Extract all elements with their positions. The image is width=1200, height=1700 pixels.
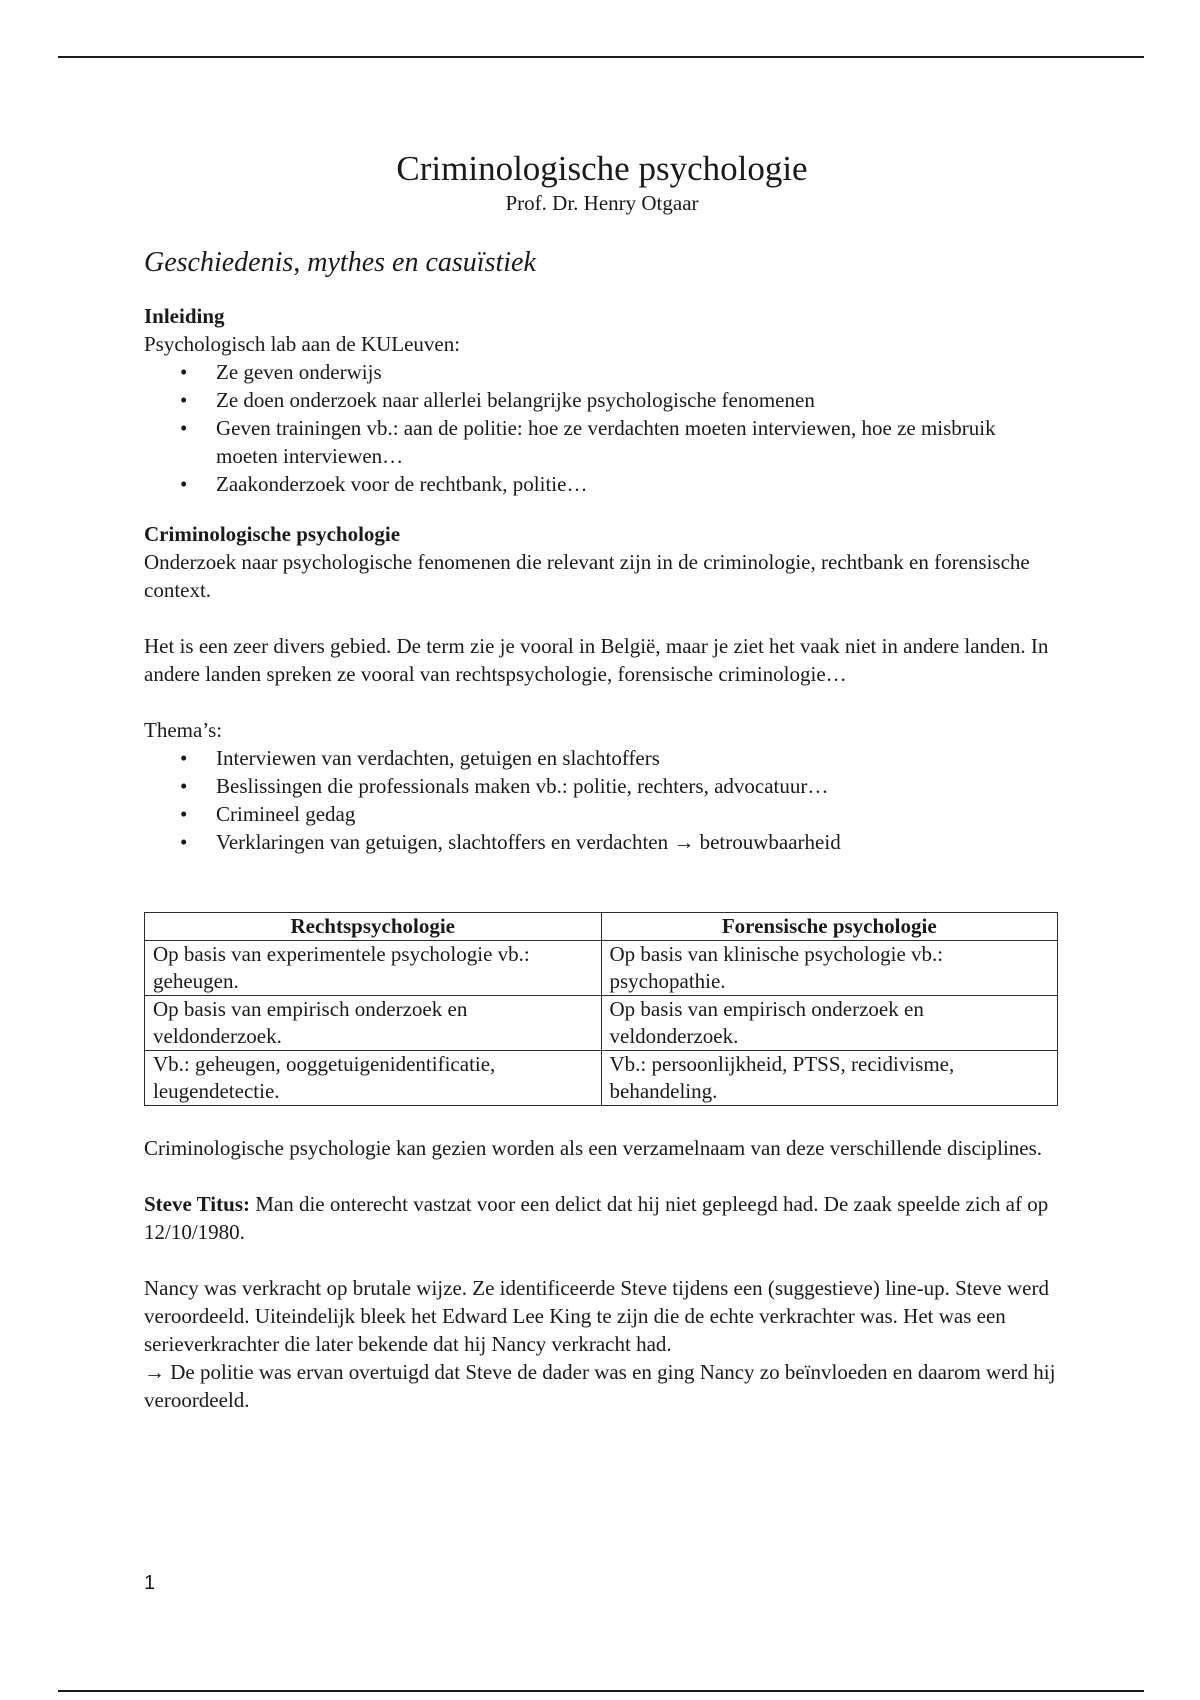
list-item: • Verklaringen van getuigen, slachtoffers en verdachten → betrouwbaarheid — [216, 828, 1060, 856]
themes-list — [144, 744, 1060, 856]
table-cell: Op basis van klinische psychologie vb.: psychopathie. — [601, 941, 1058, 996]
crim-psych-paragraph-2: Het is een zeer divers gebied. De term zie je vooral in België, maar je ziet het vaak niet in andere landen. In andere landen spreken ze vooral van rechtspsychologie, forensische criminologie… — [144, 634, 1049, 686]
inleiding-list — [144, 358, 1060, 498]
table-cell: Op basis van empirisch onderzoek en veldonderzoek. — [145, 996, 602, 1051]
inleiding-intro: Psychologisch lab aan de KULeuven: — [144, 332, 461, 356]
comparison-table — [144, 912, 1058, 1106]
case-name-label: Steve Titus: — [144, 1192, 250, 1216]
author-line: Prof. Dr. Henry Otgaar — [505, 191, 699, 215]
list-item: • Interviewen van verdachten, getuigen en slachtoffers — [216, 744, 1060, 772]
list-item: • Ze doen onderzoek naar allerlei belangrijke psychologische fenomenen — [216, 386, 1060, 414]
table-cell: Op basis van empirisch onderzoek en veldonderzoek. — [601, 996, 1058, 1051]
table-row — [145, 996, 1058, 1051]
list-item: • Ze geven onderwijs — [216, 358, 1060, 386]
table-row — [145, 941, 1058, 996]
column-header: Rechtspsychologie — [145, 913, 602, 941]
table-cell: Vb.: persoonlijkheid, PTSS, recidivisme, behandeling. — [601, 1051, 1058, 1106]
heading-criminologische-psychologie: Criminologische psychologie — [144, 522, 401, 546]
table-cell: Vb.: geheugen, ooggetuigenidentificatie, leugendetectie. — [145, 1051, 602, 1106]
list-item: • Geven trainingen vb.: aan de politie: hoe ze verdachten moeten interviewen, hoe ze misbruik moeten interviewen… — [216, 414, 1060, 470]
list-item: • Zaakonderzoek voor de rechtbank, politie… — [216, 470, 1060, 498]
case-conclusion-line: → De politie was ervan overtuigd dat Steve de dader was en ging Nancy zo beïnvloeden en daarom werd hij veroordeeld. — [144, 1360, 1056, 1412]
table-row — [145, 1051, 1058, 1106]
case-summary-text: Man die onterecht vastzat voor een delict dat hij niet gepleegd had. De zaak speelde zich af op 12/10/1980. — [144, 1192, 1049, 1244]
crim-psych-paragraph-1: Onderzoek naar psychologische fenomenen die relevant zijn in de criminologie, rechtbank en forensische context. — [144, 550, 1030, 602]
case-summary-paragraph — [144, 1190, 1060, 1246]
conclusion-paragraph: Criminologische psychologie kan gezien worden als een verzamelnaam van deze verschillende disciplines. — [144, 1136, 1043, 1160]
page-title: Criminologische psychologie — [396, 149, 808, 188]
heading-inleiding: Inleiding — [144, 304, 225, 328]
bottom-rule — [58, 1690, 1144, 1692]
column-header: Forensische psychologie — [601, 913, 1058, 941]
list-item: • Beslissingen die professionals maken vb.: politie, rechters, advocatuur… — [216, 772, 1060, 800]
table-cell: Op basis van experimentele psychologie vb.: geheugen. — [145, 941, 602, 996]
table-header-row — [145, 913, 1058, 941]
themes-label: Thema’s: — [144, 718, 223, 742]
case-story-paragraph: Nancy was verkracht op brutale wijze. Ze identificeerde Steve tijdens een (suggestieve) line-up. Steve werd veroordeeld. Uiteindelijk bleek het Edward Lee King te zijn die de echte verkrachter was. Het was een serieverkrachter die later bekende dat hij Nancy verkracht had. — [144, 1276, 1049, 1356]
section-title: Geschiedenis, mythes en casuïstiek — [144, 247, 536, 278]
top-rule — [58, 56, 1144, 58]
page-number: 1 — [144, 1572, 156, 1594]
document-body — [144, 140, 1060, 1414]
list-item: • Crimineel gedag — [216, 800, 1060, 828]
